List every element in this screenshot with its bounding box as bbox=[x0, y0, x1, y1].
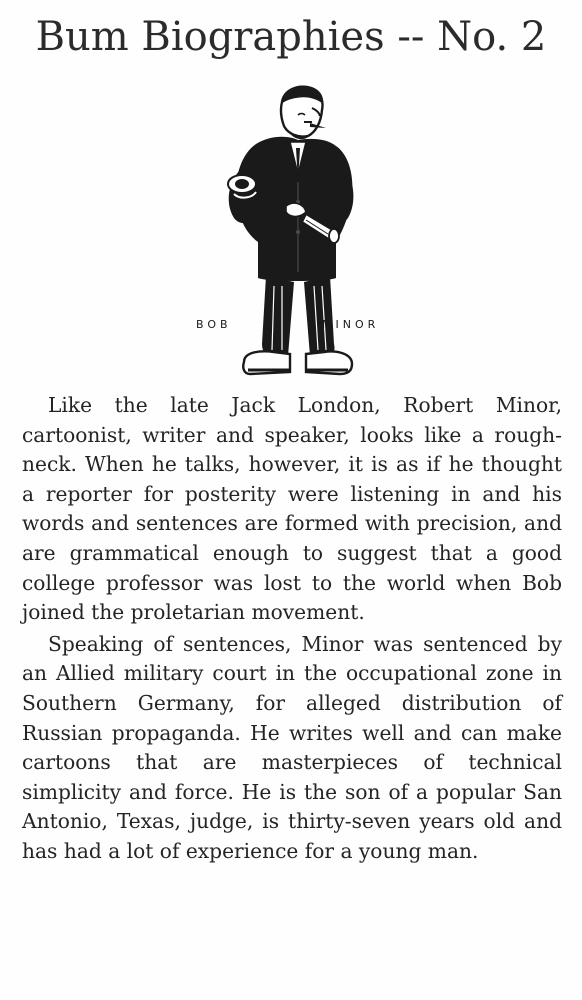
article-body bbox=[22, 391, 562, 867]
caricature-shoes bbox=[243, 351, 352, 374]
caricature-legs bbox=[262, 276, 335, 356]
article-title: Bum Biographies -- No. 2 bbox=[35, 14, 547, 60]
paragraph-2: Speaking of sentences, Minor was sentenced by an Allied military court in the occupational zone in Southern Germany, for alleged distribution of Russian propaganda. He writes well and can make cartoons that are masterpieces of technical simplicity and force. He is the son of a popular San Antonio, Texas, judge, is thirty-seven years old and has had a lot of experience for a young man. bbox=[22, 631, 562, 863]
caption-bob: BOB bbox=[196, 318, 232, 331]
bob-minor-caricature bbox=[186, 82, 408, 382]
caricature-head bbox=[281, 86, 326, 139]
caricature-body bbox=[228, 137, 353, 281]
paragraph-1: Like the late Jack London, Robert Minor, cartoonist, writer and speaker, looks like a rough-neck. When he talks, however, it is as if he thought a reporter for posterity were listening in and his words and sentences are formed with precision, and are grammatical enough to suggest that a good college professor was lost to the world when Bob joined the proletarian movement. bbox=[22, 393, 562, 625]
caption-minor: MINOR bbox=[322, 318, 380, 331]
